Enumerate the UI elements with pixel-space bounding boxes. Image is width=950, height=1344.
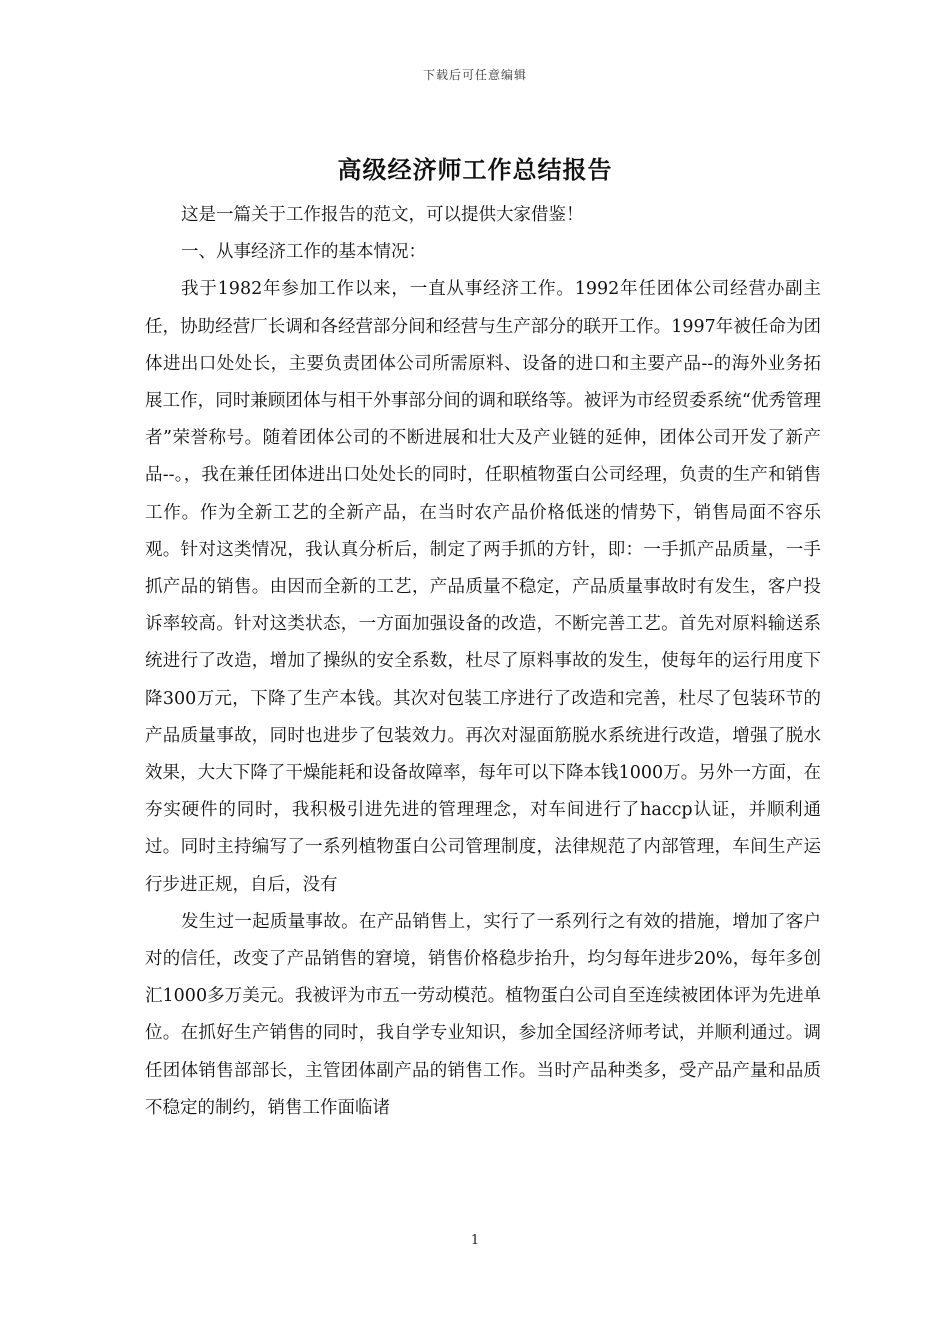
document-title: 高级经济师工作总结报告 <box>337 155 613 184</box>
section-heading: 一、从事经济工作的基本情况： <box>181 242 426 263</box>
document-body <box>145 197 821 1127</box>
body-paragraph: 我于1982年参加工作以来，一直从事经济工作。1992年任团体公司经营办副主任，协助经营厂长调和各经营部分间和经营与生产部分的联开工作。1997年被任命为团体进出口处处长，主要负责团体公司所需原料、设备的进口和主要产品--的海外业务拓展工作，同时兼顾团体与相干外事部分间的调和联络等。被评为市经贸委系统“优秀管理者”荣誉称号。随着团体公司的不断进展和壮大及产业链的延伸，团体公司开发了新产品--。，我在兼任团体进出口处处长的同时，任职植物蛋白公司经理，负责的生产和销售工作。作为全新工艺的全新产品，在当时农产品价格低迷的情势下，销售局面不容乐观。针对这类情况，我认真分析后，制定了两手抓的方针，即：一手抓产品质量，一手抓产品的销售。由因而全新的工艺，产品质量不稳定，产品质量事故时有发生，客户投诉率较高。针对这类状态，一方面加强设备的改造，不断完善工艺。首先对原料输送系统进行了改造，增加了操纵的安全系数，杜尽了原料事故的发生，使每年的运行用度下降300万元，下降了生产本钱。其次对包装工序进行了改造和完善，杜尽了包装环节的产品质量事故，同时也进步了包装效力。再次对湿面筋脱水系统进行改造，增强了脱水效果，大大下降了干燥能耗和设备故障率，每年可以下降本钱1000万。另外一方面，在夯实硬件的同时，我积极引进先进的管理理念，对车间进行了haccp认证，并顺利通过。同时主持编写了一系列植物蛋白公司管理制度，法律规范了内部管理，车间生产运行步进正规，自后，没有 <box>145 279 821 895</box>
page-header: 下载后可任意编辑 <box>422 68 527 82</box>
intro-paragraph: 这是一篇关于工作报告的范文，可以提供大家借鉴！ <box>181 205 584 225</box>
body-paragraph: 发生过一起质量事故。在产品销售上，实行了一系列行之有效的措施，增加了客户对的信任，改变了产品销售的窘境，销售价格稳步抬升，均匀每年进步20%，每年多创汇1000多万美元。我被评为市五一劳动模范。植物蛋白公司自至连续被团体评为先进单位。在抓好生产销售的同时，我自学专业知识，参加全国经济师考试，并顺利通过。调任团体销售部部长，主管团体副产品的销售工作。当时产品种类多，受产品产量和品质不稳定的制约，销售工作面临诸 <box>145 911 821 1118</box>
page-number: 1 <box>470 1233 480 1248</box>
